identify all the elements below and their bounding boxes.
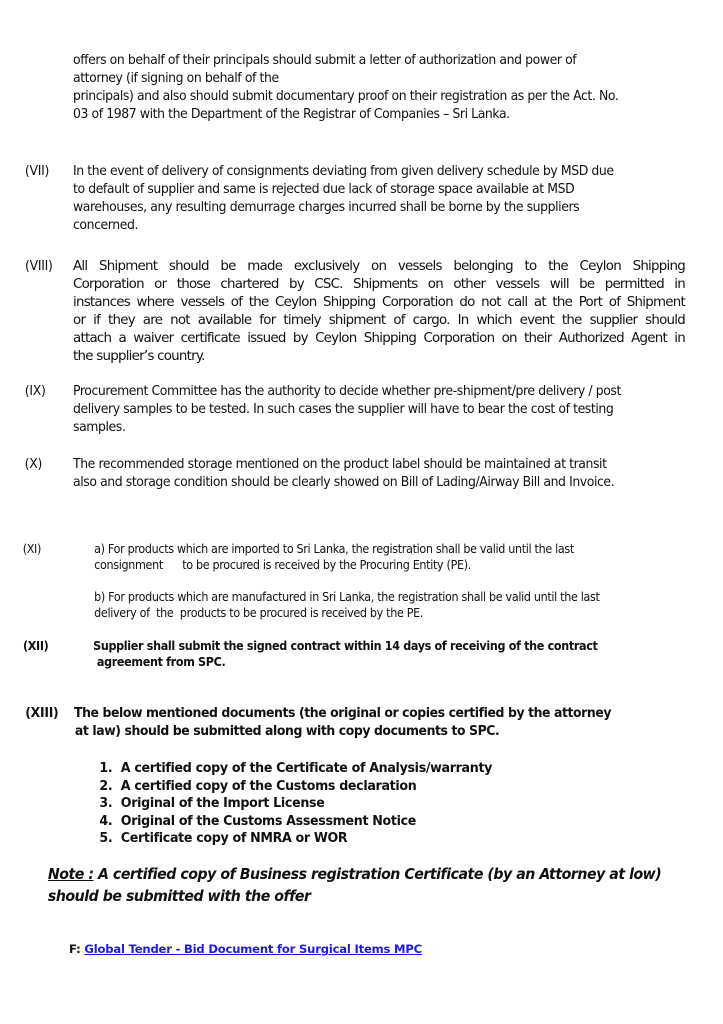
note-text: A certified copy of Business registration Certificate (by an Attorney at low) [93, 865, 662, 883]
clause-line: consignment to be procured is received by the Procuring Entity (PE). [94, 558, 471, 572]
clause-xii-text [93, 638, 723, 670]
intro-paragraph [73, 52, 715, 124]
clause-line: warehouses, any resulting demurrage charges incurred shall be borne by the suppliers [73, 200, 580, 215]
clause-x-text [73, 456, 715, 492]
clause-line: Supplier shall submit the signed contract within 14 days of receiving of the contract [93, 639, 598, 653]
clause-viii-text [73, 258, 685, 366]
clause-ix-label: (IX) [24, 384, 46, 399]
clause-xi-a [94, 541, 723, 573]
clause-x-label: (X) [24, 457, 43, 472]
list-item [99, 795, 694, 813]
clause-line: The recommended storage mentioned on the product label should be maintained at transit [73, 457, 607, 472]
intro-line: principals) and also should submit documentary proof on their registration as per the Act. No. [73, 89, 619, 104]
clause-vii-text [73, 163, 715, 235]
list-text: Original of the Customs Assessment Notice [120, 812, 417, 829]
clause-line: the supplier’s country. [73, 349, 205, 364]
list-number: 4. [99, 812, 113, 829]
list-number: 3. [99, 795, 113, 812]
list-text: Original of the Import License [120, 795, 325, 812]
clause-line: samples. [73, 420, 126, 435]
clause-line: b) For products which are manufactured in Sri Lanka, the registration shall be valid until the last [94, 590, 600, 604]
list-number: 5. [99, 830, 113, 847]
clause-xi-label: (XI) [22, 542, 42, 556]
list-item [99, 830, 694, 848]
clause-line: Procurement Committee has the authority to decide whether pre-shipment/pre delivery / post [73, 384, 621, 399]
clause-line: delivery samples to be tested. In such cases the supplier will have to bear the cost of testing [73, 402, 614, 417]
list-number: 2. [99, 777, 113, 794]
intro-line: 03 of 1987 with the Department of the Registrar of Companies – Sri Lanka. [73, 107, 510, 122]
required-documents-list [99, 760, 694, 848]
footer [69, 942, 422, 956]
clause-xiii-label: (XIII) [25, 706, 59, 721]
clause-line: also and storage condition should be clearly showed on Bill of Lading/Airway Bill and Invoice. [73, 475, 615, 490]
note-block [48, 863, 723, 907]
clause-line: attach a waiver certificate issued by Ceylon Shipping Corporation on their Authorized Agent in [73, 331, 685, 346]
clause-line: The below mentioned documents (the original or copies certified by the attorney [74, 706, 612, 721]
clause-ix-text [73, 383, 715, 437]
list-item [99, 778, 694, 796]
clause-line: In the event of delivery of consignments deviating from given delivery schedule by MSD due [73, 164, 614, 179]
clause-line: delivery of the products to be procured is received by the PE. [94, 606, 424, 620]
clause-line: a) For products which are imported to Sri Lanka, the registration shall be valid until the last [94, 542, 574, 556]
note-label: Note : [47, 865, 94, 883]
clause-viii-label: (VIII) [25, 259, 53, 274]
clause-line: agreement from SPC. [96, 655, 226, 669]
clause-vii-label: (VII) [24, 164, 50, 179]
footer-prefix: F: [69, 942, 81, 956]
clause-xii-label: (XII) [22, 639, 49, 653]
clause-line: or if they are not available for timely shipment of cargo. In which event the supplier should [73, 313, 685, 328]
clause-line: at law) should be submitted along with copy documents to SPC. [74, 724, 500, 739]
footer-document-link[interactable]: Global Tender - Bid Document for Surgical Items MPC [84, 942, 422, 956]
list-number: 1. [99, 760, 113, 776]
clause-xi-b [94, 589, 723, 621]
note-line [48, 863, 723, 885]
intro-line: offers on behalf of their principals should submit a letter of authorization and power of [73, 53, 577, 68]
clause-line: Corporation or those chartered by CSC. Shipments on other vessels will be permitted in [73, 277, 685, 292]
clause-xiii-text [74, 705, 716, 741]
note-line: should be submitted with the offer [47, 887, 311, 905]
list-text: Certificate copy of NMRA or WOR [120, 830, 348, 847]
list-item [99, 760, 694, 778]
intro-line: attorney (if signing on behalf of the [73, 71, 279, 86]
clause-line: instances where vessels of the Ceylon Shipping Corporation do not call at the Port of Shipment [73, 295, 685, 310]
list-text: A certified copy of the Customs declaration [120, 777, 417, 794]
clause-line: to default of supplier and same is rejected due lack of storage space available at MSD [73, 182, 575, 197]
list-text: A certified copy of the Certificate of Analysis/warranty [120, 760, 493, 776]
clause-line: concerned. [73, 218, 139, 233]
list-item [99, 813, 694, 831]
clause-line: All Shipment should be made exclusively on vessels belonging to the Ceylon Shipping [73, 259, 685, 274]
